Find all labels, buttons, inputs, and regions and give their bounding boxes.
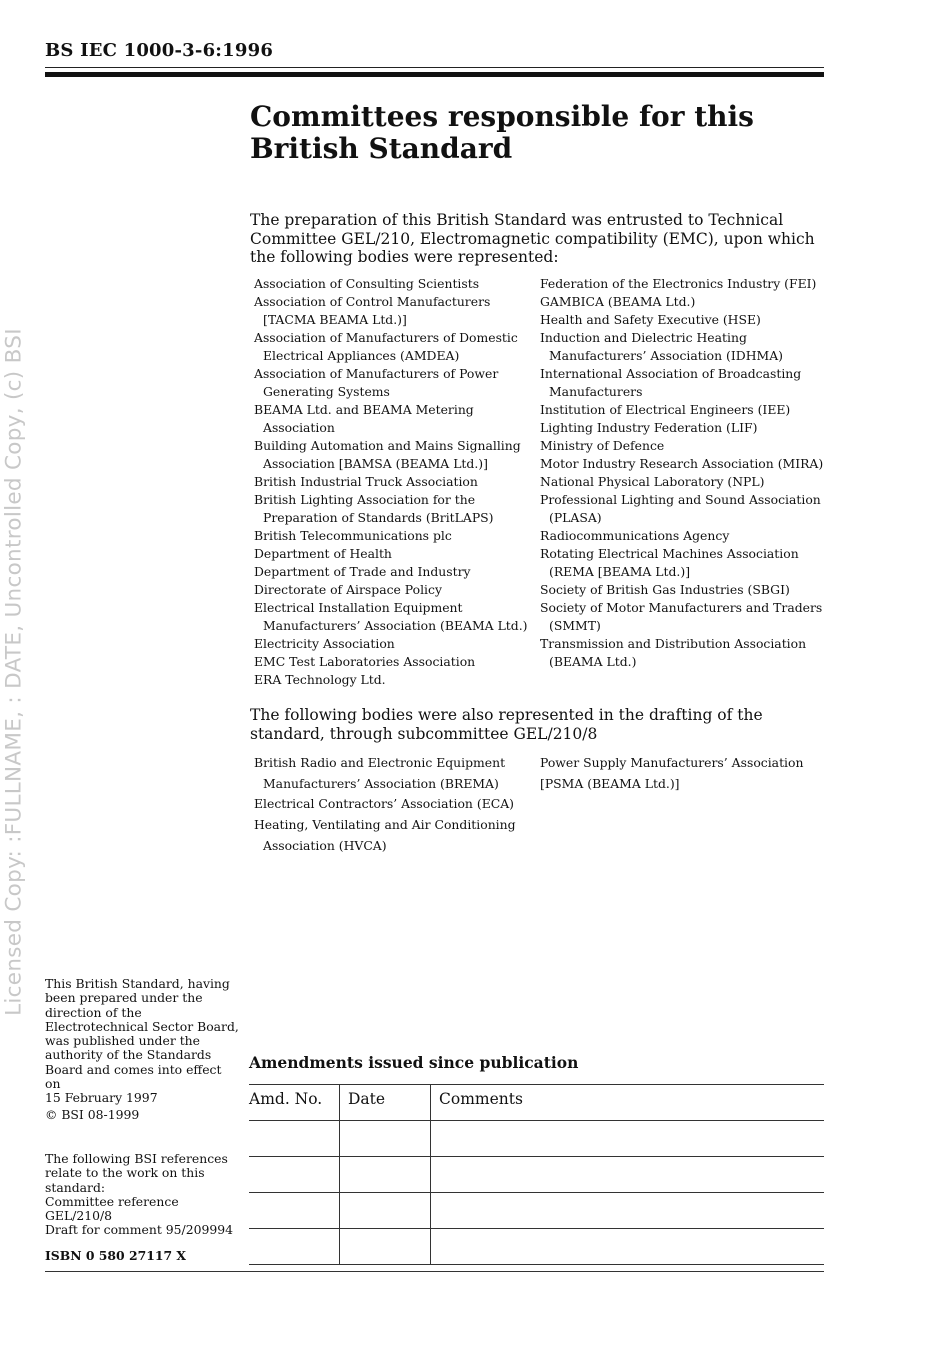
- list-item: Association of Manufacturers of Power Generating Systems: [254, 366, 499, 399]
- column-header-amd-no: Amd. No.: [249, 1090, 323, 1108]
- date-cell: [339, 1229, 429, 1264]
- references-intro: The following BSI references relate to the work on this standard:: [45, 1151, 228, 1195]
- amendments-body: [249, 1120, 824, 1265]
- table-row: [249, 1228, 824, 1265]
- list-item: Institution of Electrical Engineers (IEE): [540, 402, 791, 417]
- table-row: [249, 1156, 824, 1192]
- list-item: Department of Health: [254, 546, 392, 561]
- list-item: Association of Manufacturers of Domestic Electrical Appliances (AMDEA): [254, 330, 518, 363]
- publication-note: [45, 977, 240, 1106]
- comments-cell: [430, 1157, 824, 1192]
- title-line-1: Committees responsible for this: [250, 100, 754, 133]
- isbn: ISBN 0 580 27117 X: [45, 1248, 187, 1263]
- subcommittee-column-right: [540, 753, 825, 794]
- list-item: British Telecommunications plc: [254, 528, 452, 543]
- list-item: Induction and Dielectric Heating Manufacturers’ Association (IDHMA): [540, 330, 783, 363]
- amd-no-cell: [249, 1121, 339, 1156]
- list-item: National Physical Laboratory (NPL): [540, 474, 765, 489]
- table-row: [249, 1120, 824, 1156]
- list-item: Health and Safety Executive (HSE): [540, 312, 761, 327]
- list-item: British Industrial Truck Association: [254, 474, 478, 489]
- list-item: Rotating Electrical Machines Association (REMA [BEAMA Ltd.)]: [540, 546, 799, 579]
- list-item: EMC Test Laboratories Association: [254, 654, 476, 669]
- list-item: British Radio and Electronic Equipment Manufacturers’ Association (BREMA): [254, 755, 506, 791]
- header-rule-thin: [45, 67, 824, 68]
- table-header-row: [249, 1084, 824, 1120]
- list-item: Electrical Installation Equipment Manufacturers’ Association (BEAMA Ltd.): [254, 600, 528, 633]
- list-item: Society of Motor Manufacturers and Traders (SMMT): [540, 600, 823, 633]
- list-item: Directorate of Airspace Policy: [254, 582, 442, 597]
- document-id: BS IEC 1000-3-6:1996: [45, 40, 274, 61]
- list-item: British Lighting Association for the Preparation of Standards (BritLAPS): [254, 492, 494, 525]
- list-item: Heating, Ventilating and Air Conditioning Association (HVCA): [254, 817, 516, 853]
- page-title: [250, 101, 810, 165]
- draft-reference: Draft for comment 95/209994: [45, 1222, 234, 1238]
- publication-text: This British Standard, having been prepared under the direction of the Electrotechnical Sector Board, was published under the authority of the Standards Board and comes into effect on: [45, 976, 239, 1092]
- list-item: Society of British Gas Industries (SBGI): [540, 582, 790, 597]
- amendments-table: [249, 1084, 824, 1265]
- list-item: BEAMA Ltd. and BEAMA Metering Association: [254, 402, 474, 435]
- bsi-references: [45, 1152, 240, 1238]
- bodies-column-right: [540, 275, 825, 671]
- comments-cell: [430, 1229, 824, 1264]
- bodies-column-left: [254, 275, 536, 689]
- date-cell: [339, 1157, 429, 1192]
- list-item: International Association of Broadcasting Manufacturers: [540, 366, 802, 399]
- subcommittee-column-left: [254, 753, 536, 857]
- list-item: Radiocommunications Agency: [540, 528, 730, 543]
- list-item: Lighting Industry Federation (LIF): [540, 420, 758, 435]
- amd-no-cell: [249, 1229, 339, 1264]
- date-cell: [339, 1193, 429, 1228]
- list-item: Federation of the Electronics Industry (FEI): [540, 276, 817, 291]
- comments-cell: [430, 1193, 824, 1228]
- list-item: Ministry of Defence: [540, 438, 665, 453]
- list-item: Department of Trade and Industry: [254, 564, 471, 579]
- effective-date: 15 February 1997: [45, 1090, 158, 1106]
- footer-rule: [45, 1271, 824, 1272]
- amd-no-cell: [249, 1193, 339, 1228]
- subcommittee-paragraph: The following bodies were also represented in the drafting of the standard, through subcommittee GEL/210/8: [250, 706, 763, 743]
- list-item: Electrical Contractors’ Association (ECA): [254, 796, 514, 812]
- list-item: Electricity Association: [254, 636, 395, 651]
- list-item: Building Automation and Mains Signalling Association [BAMSA (BEAMA Ltd.)]: [254, 438, 521, 471]
- date-cell: [339, 1121, 429, 1156]
- list-item: Motor Industry Research Association (MIRA): [540, 456, 824, 471]
- list-item: Professional Lighting and Sound Association (PLASA): [540, 492, 821, 525]
- header-rule-thick: [45, 72, 824, 77]
- list-item: Association of Consulting Scientists: [254, 276, 480, 291]
- list-item: Association of Control Manufacturers [TACMA BEAMA Ltd.)]: [254, 294, 491, 327]
- list-item: GAMBICA (BEAMA Ltd.): [540, 294, 696, 309]
- amd-no-cell: [249, 1157, 339, 1192]
- list-item: ERA Technology Ltd.: [254, 672, 386, 687]
- copyright-note: © BSI 08-1999: [45, 1107, 140, 1122]
- table-row: [249, 1192, 824, 1228]
- list-item: Power Supply Manufacturers’ Association: [540, 755, 804, 770]
- amendments-title: Amendments issued since publication: [249, 1053, 579, 1072]
- intro-paragraph: The preparation of this British Standard was entrusted to Technical Committee GEL/210, Electromagnetic compatibility (EMC), upon which the following bodies were represented:: [250, 211, 815, 266]
- watermark-text: Licensed Copy: :FULLNAME, : DATE, Uncontrolled Copy, (c) BSI: [1, 328, 27, 1016]
- column-header-date: Date: [339, 1085, 429, 1120]
- column-header-comments: Comments: [430, 1085, 824, 1120]
- comments-cell: [430, 1121, 824, 1156]
- list-item: [PSMA (BEAMA Ltd.)]: [540, 775, 680, 791]
- committee-reference: Committee reference GEL/210/8: [45, 1193, 179, 1224]
- title-line-2: British Standard: [250, 132, 513, 165]
- list-item: Transmission and Distribution Association (BEAMA Ltd.): [540, 636, 807, 669]
